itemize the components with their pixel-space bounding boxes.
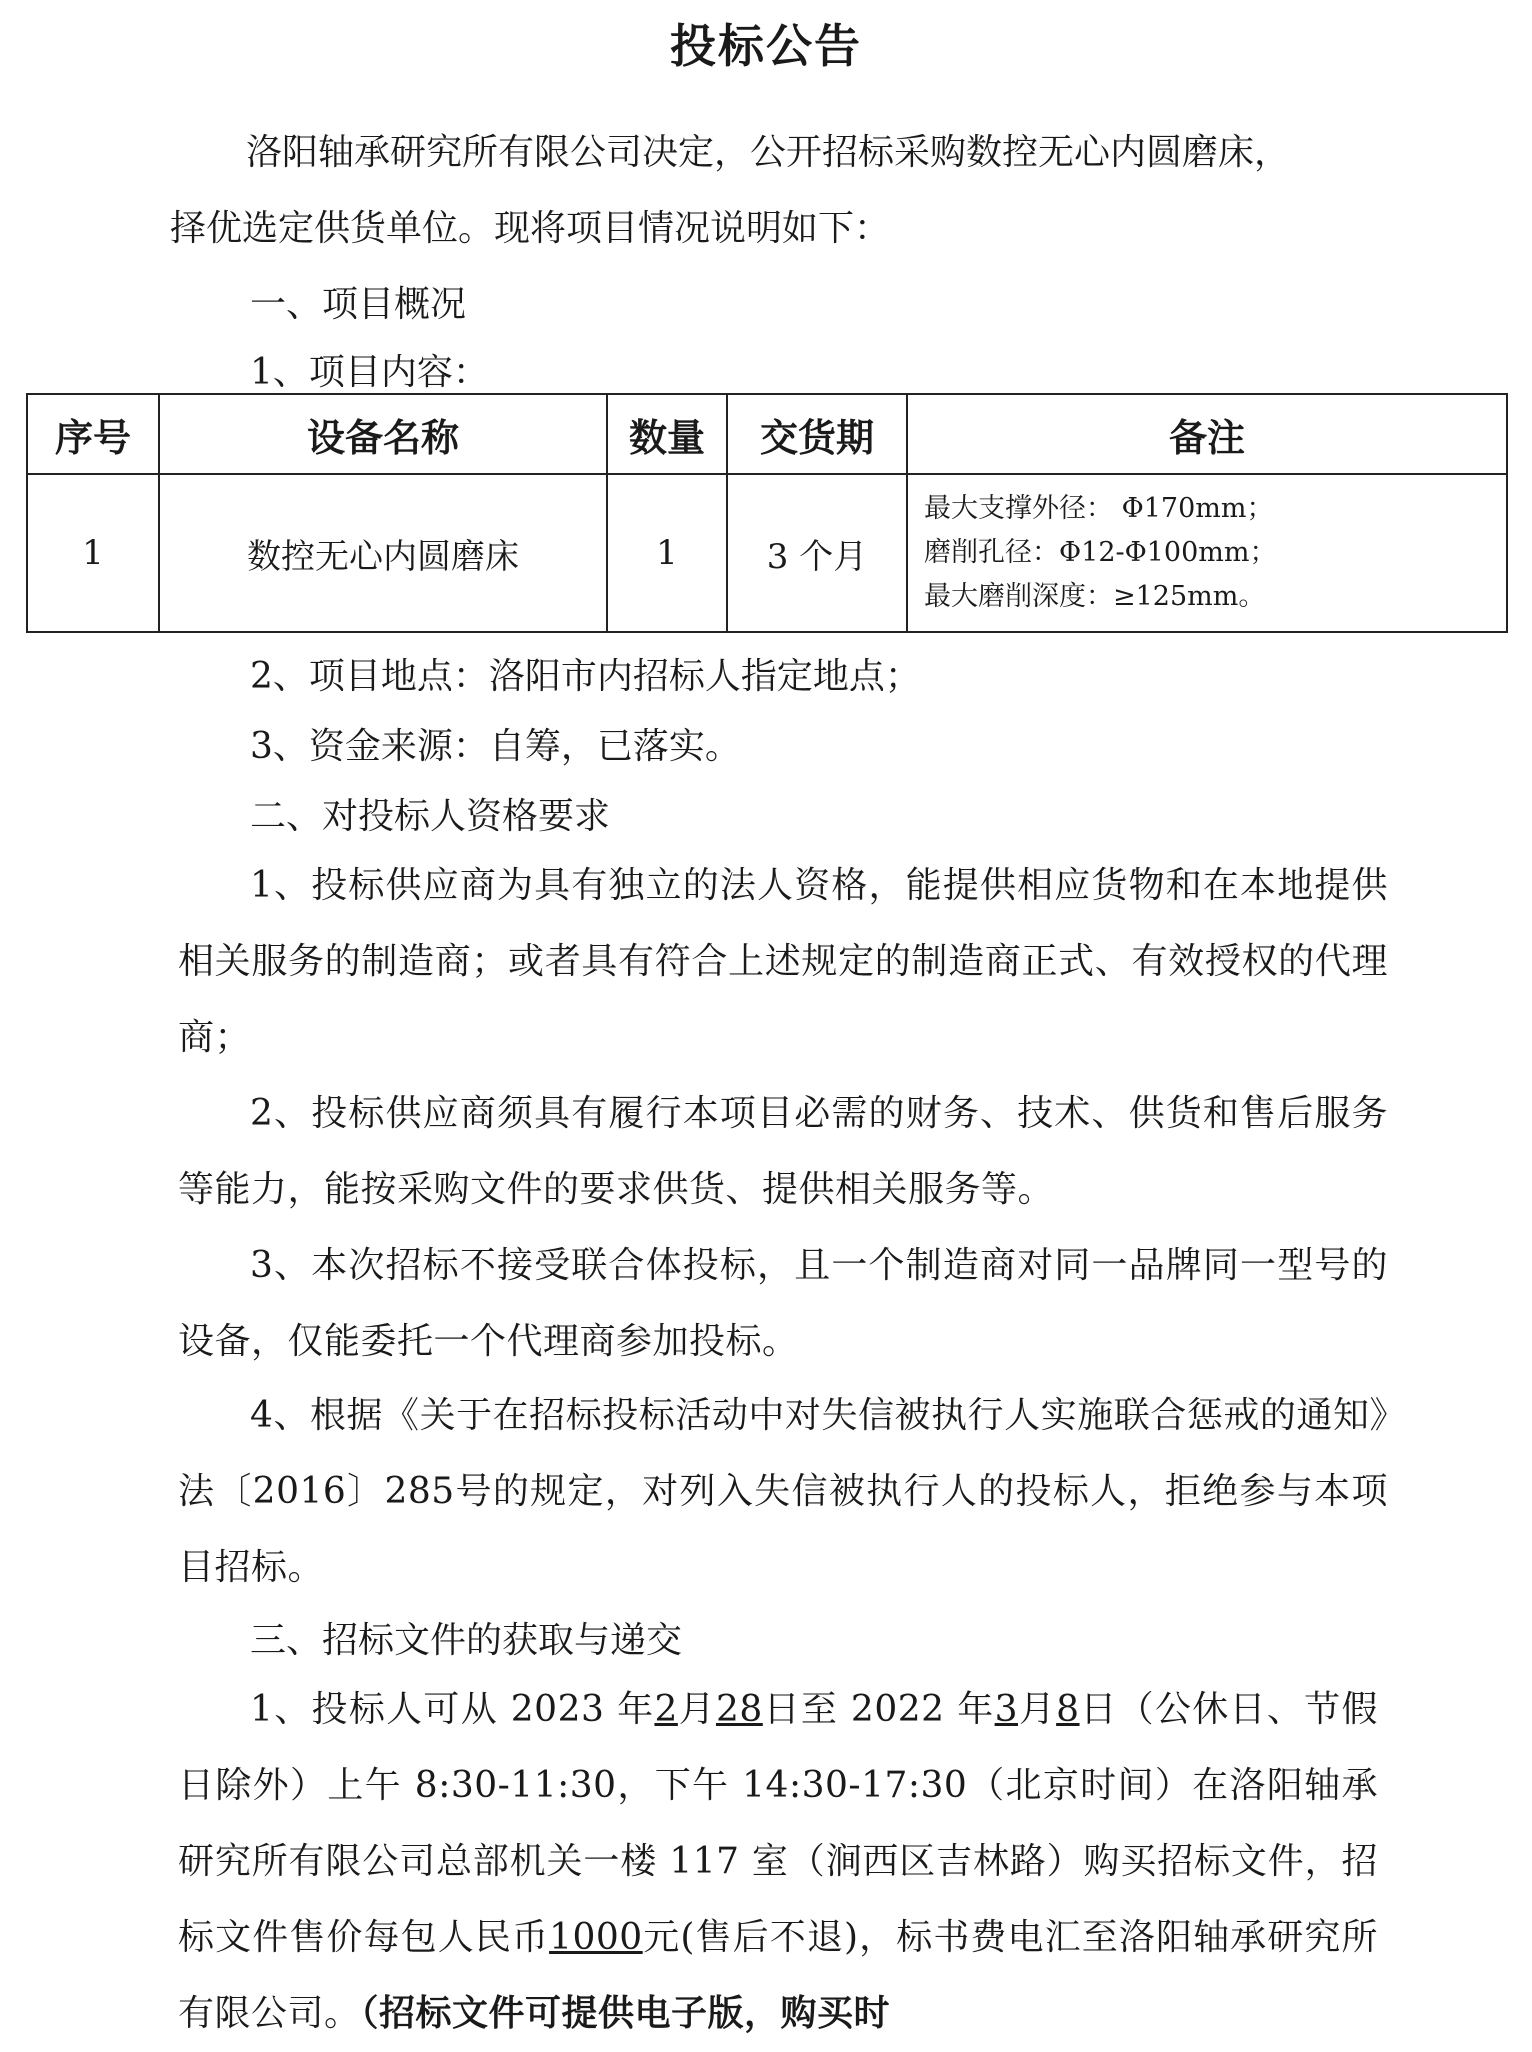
start-month: 2 (654, 1689, 678, 1730)
note-line: 最大磨削深度：≥125mm。 (924, 581, 1266, 612)
header-notes: 备注 (907, 394, 1507, 474)
text-span: 1、投标人可从 2023 年 (250, 1689, 655, 1730)
start-day: 28 (715, 1689, 763, 1730)
text-span: 月 (1018, 1689, 1057, 1730)
section-2-item-4: 4、根据《关于在招标投标活动中对失信被执行人实施联合惩戒的通知》法〔2016〕285号的规定，对列入失信被执行人的投标人，拒绝参与本项目招标。 (178, 1395, 1388, 1588)
text-span: 元(售后不退)，标书费电汇至洛阳轴承研究所有限公司。 (178, 1917, 1378, 2034)
section-1-item-1: 1、项目内容： (250, 352, 489, 393)
note-line: 磨削孔径：Φ12-Φ100mm； (924, 537, 1277, 568)
header-serial: 序号 (27, 394, 159, 474)
section-1-item-2: 2、项目地点：洛阳市内招标人指定地点； (250, 656, 921, 697)
cell-delivery: 3 个月 (727, 474, 907, 632)
intro-line-1: 洛阳轴承研究所有限公司决定，公开招标采购数控无心内圆磨床， (246, 132, 1291, 173)
section-1-heading: 一、项目概况 (250, 284, 467, 325)
note-line: 最大支撑外径： Φ170mm； (924, 493, 1274, 524)
cell-serial: 1 (27, 474, 159, 632)
document-price: 1000 (549, 1917, 643, 1958)
text-span: 日至 2022 年 (762, 1689, 995, 1730)
intro-line-2: 择优选定供货单位。现将项目情况说明如下： (170, 208, 891, 249)
section-3-heading: 三、招标文件的获取与递交 (250, 1620, 683, 1661)
end-month: 3 (994, 1689, 1019, 1730)
cell-equipment-name: 数控无心内圆磨床 (159, 474, 607, 632)
header-delivery: 交货期 (727, 394, 907, 474)
document-title: 投标公告 (670, 19, 862, 73)
section-2-item-3: 3、本次招标不接受联合体投标，且一个制造商对同一品牌同一型号的设备，仅能委托一个代理商参加投标。 (178, 1245, 1388, 1362)
end-day: 8 (1056, 1689, 1080, 1730)
equipment-table (26, 393, 1508, 633)
text-span: 月 (677, 1689, 716, 1730)
cell-notes (907, 474, 1507, 632)
cell-quantity: 1 (607, 474, 727, 632)
section-2-heading: 二、对投标人资格要求 (250, 796, 611, 837)
section-2-item-2: 2、投标供应商须具有履行本项目必需的财务、技术、供货和售后服务等能力，能按采购文件的要求供货、提供相关服务等。 (178, 1093, 1388, 1210)
bold-note: （招标文件可提供电子版，购买时 (360, 1993, 891, 2034)
section-3-item-1 (178, 1672, 1378, 2052)
table-header-row (27, 394, 1507, 474)
header-equipment-name: 设备名称 (159, 394, 607, 474)
header-quantity: 数量 (607, 394, 727, 474)
text-span: 日（公休日、节假日除外）上午 8:30-11:30，下午 14:30-17:30（北京时间）在洛阳轴承研究所有限公司总部机关一楼 117 室（涧西区吉林路）购买招标文件，招标文件售价每包人民币 (178, 1689, 1378, 1958)
section-1-item-3: 3、资金来源：自筹，已落实。 (250, 726, 741, 767)
section-2-item-1: 1、投标供应商为具有独立的法人资格，能提供相应货物和在本地提供相关服务的制造商；或者具有符合上述规定的制造商正式、有效授权的代理商； (178, 865, 1388, 1058)
table-row (27, 474, 1507, 632)
